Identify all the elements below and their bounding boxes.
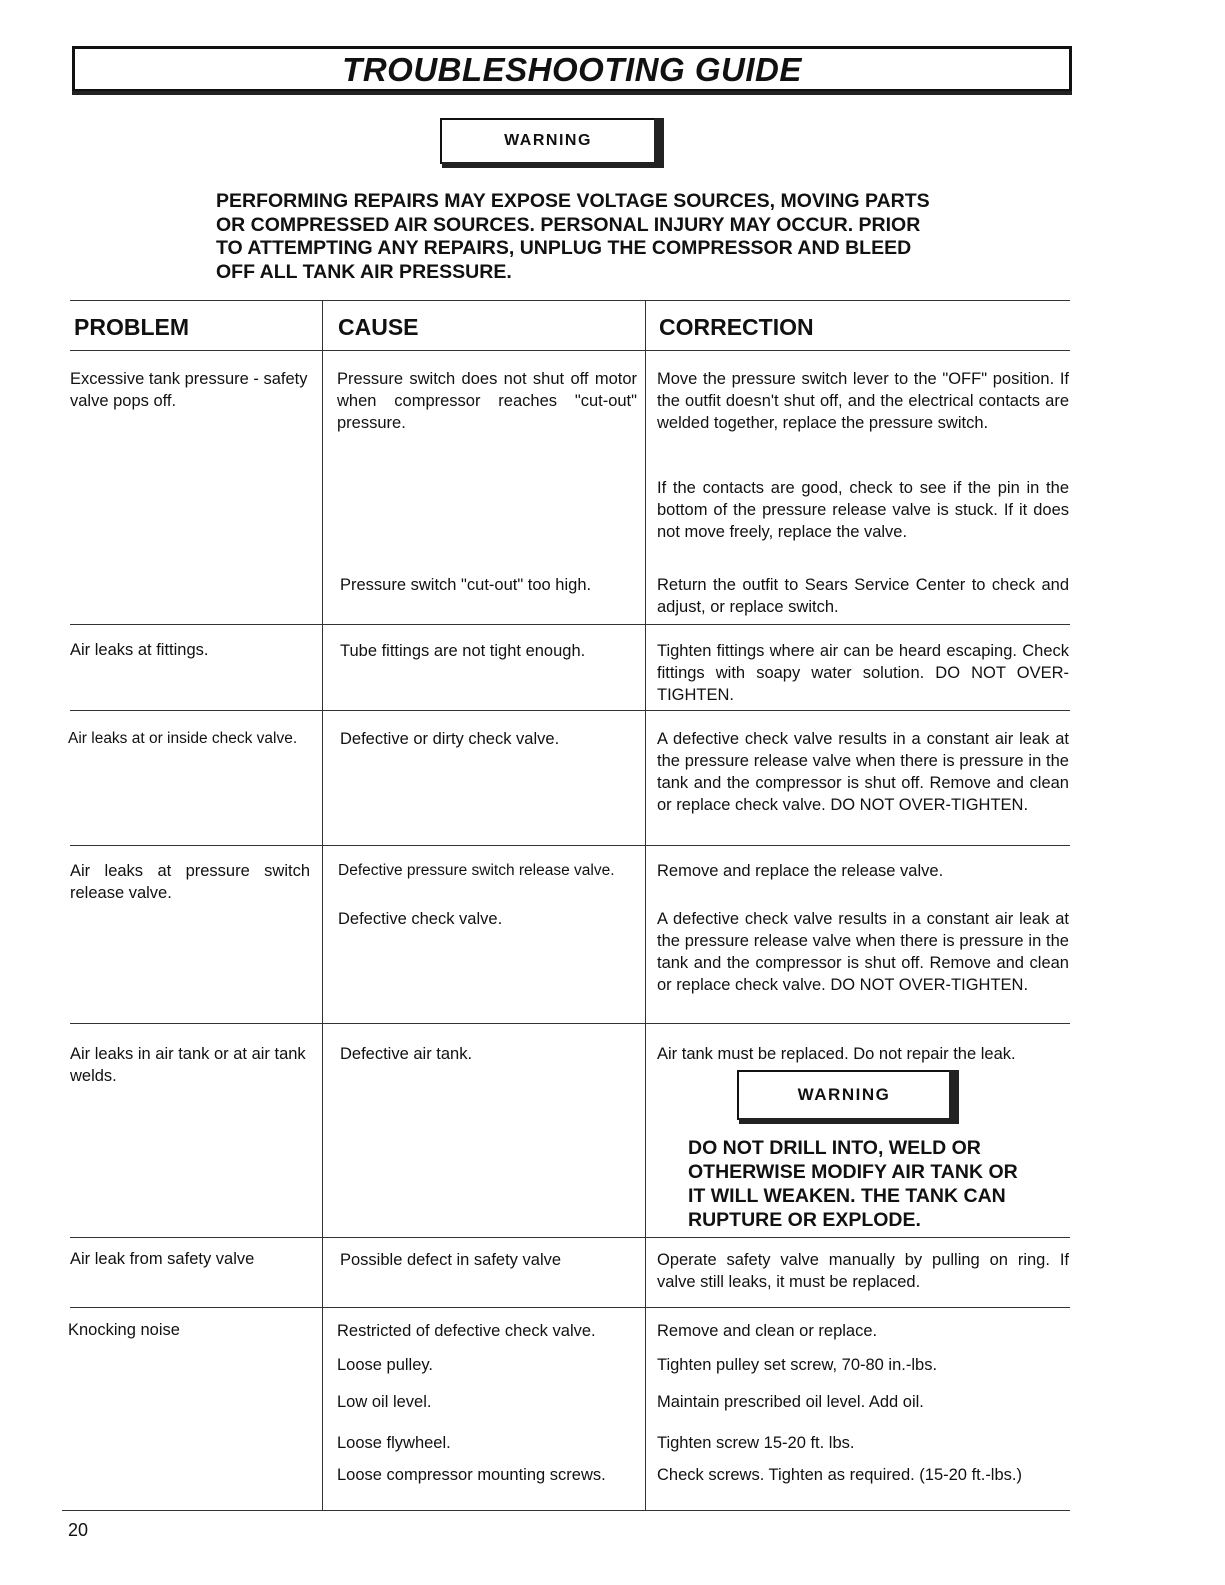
cause-cell: Loose pulley. (337, 1356, 434, 1374)
warning-shadow-bottom (739, 1118, 959, 1124)
column-divider-2 (645, 300, 646, 1510)
problem-cell: Air leaks at pressure switch release valve. (70, 862, 310, 902)
correction-cell: Return the outfit to Sears Service Center to check and adjust, or replace switch. (657, 576, 1069, 616)
correction-cell: Tighten screw 15-20 ft. lbs. (657, 1434, 855, 1452)
correction-cell: A defective check valve results in a constant air leak at the pressure release valve when there is pressure in the tank and the compressor is shut off. Remove and clean or replace check valve. DO NOT OVER-TIGHTEN. (657, 730, 1069, 814)
row-rule (70, 710, 1070, 711)
correction-cell: Tighten fittings where air can be heard escaping. Check fittings with soapy water solution. DO NOT OVER-TIGHTEN. (657, 642, 1069, 704)
page-title: TROUBLESHOOTING GUIDE (342, 51, 802, 88)
correction-cell: Operate safety valve manually by pulling on ring. If valve still leaks, it must be replaced. (657, 1251, 1069, 1291)
cause-cell: Tube fittings are not tight enough. (340, 642, 586, 660)
warning-label: WARNING (504, 132, 592, 149)
cause-cell: Defective air tank. (340, 1045, 473, 1063)
header-rule (70, 350, 1070, 351)
row-rule (70, 624, 1070, 625)
cause-cell: Defective or dirty check valve. (340, 730, 560, 748)
header-problem: PROBLEM (74, 314, 189, 340)
problem-cell: Knocking noise (68, 1321, 180, 1339)
column-divider-1 (322, 300, 323, 1510)
correction-cell: Remove and clean or replace. (657, 1322, 878, 1340)
header-correction: CORRECTION (659, 314, 814, 340)
correction-cell: Remove and replace the release valve. (657, 862, 944, 880)
title-box (72, 46, 1072, 92)
problem-cell: Excessive tank pressure - safety valve pops off. (70, 370, 308, 410)
header-cause: CAUSE (338, 314, 419, 340)
cause-cell: Low oil level. (337, 1393, 432, 1411)
warning-shadow-right (654, 118, 664, 164)
correction-cell: Check screws. Tighten as required. (15-20 ft.-lbs.) (657, 1466, 1022, 1484)
cause-cell: Defective pressure switch release valve. (338, 862, 615, 879)
tank-warning-label: WARNING (797, 1085, 891, 1104)
table-top-rule (70, 300, 1070, 301)
cause-cell: Pressure switch "cut-out" too high. (340, 576, 592, 594)
problem-cell: Air leaks in air tank or at air tank welds. (70, 1045, 306, 1085)
cause-cell: Loose flywheel. (337, 1434, 451, 1452)
correction-cell: Air tank must be replaced. Do not repair the leak. (657, 1045, 1016, 1063)
correction-cell: Maintain prescribed oil level. Add oil. (657, 1393, 924, 1411)
cause-cell: Possible defect in safety valve (340, 1251, 562, 1269)
tank-warning-label-box (737, 1070, 951, 1120)
row-rule (70, 1307, 1070, 1308)
problem-cell: Air leaks at fittings. (70, 641, 209, 659)
correction-cell: Move the pressure switch lever to the "OFF" position. If the outfit doesn't shut off, and the electrical contacts are welded together, replace the pressure switch. (657, 370, 1069, 432)
cause-cell: Defective check valve. (338, 910, 503, 928)
correction-cell: If the contacts are good, check to see if the pin in the bottom of the pressure release valve is stuck. If it does not move freely, replace the valve. (657, 479, 1069, 541)
row-rule (70, 1023, 1070, 1024)
cause-cell: Restricted of defective check valve. (337, 1322, 596, 1340)
correction-cell: A defective check valve results in a constant air leak at the pressure release valve when there is pressure in the tank and the compressor is shut off. Remove and clean or replace check valve. DO NOT OVER-TIGHTEN. (657, 910, 1069, 994)
page-number: 20 (68, 1520, 89, 1540)
tank-warning-text: DO NOT DRILL INTO, WELD OR OTHERWISE MODIFY AIR TANK OR IT WILL WEAKEN. THE TANK CAN RUPTURE OR EXPLODE. (688, 1137, 1018, 1231)
warning-label-box (440, 118, 656, 164)
problem-cell: Air leak from safety valve (70, 1250, 255, 1268)
row-rule (70, 845, 1070, 846)
row-rule (70, 1237, 1070, 1238)
problem-cell: Air leaks at or inside check valve. (68, 730, 298, 747)
cause-cell: Pressure switch does not shut off motor when compressor reaches "cut-out" pressure. (337, 370, 637, 432)
warning-shadow-bottom (442, 162, 664, 168)
warning-shadow-right (949, 1070, 959, 1120)
title-underline (72, 91, 1072, 95)
table-bottom-rule (62, 1510, 1070, 1511)
cause-cell: Loose compressor mounting screws. (337, 1466, 606, 1484)
correction-cell: Tighten pulley set screw, 70-80 in.-lbs. (657, 1356, 938, 1374)
warning-text: PERFORMING REPAIRS MAY EXPOSE VOLTAGE SOURCES, MOVING PARTS OR COMPRESSED AIR SOURCES. PERSONAL INJURY MAY OCCUR. PRIOR TO ATTEMPTING ANY REPAIRS, UNPLUG THE COMPRESSOR AND BLEED OFF ALL TANK AIR PRESSURE. (216, 190, 930, 283)
